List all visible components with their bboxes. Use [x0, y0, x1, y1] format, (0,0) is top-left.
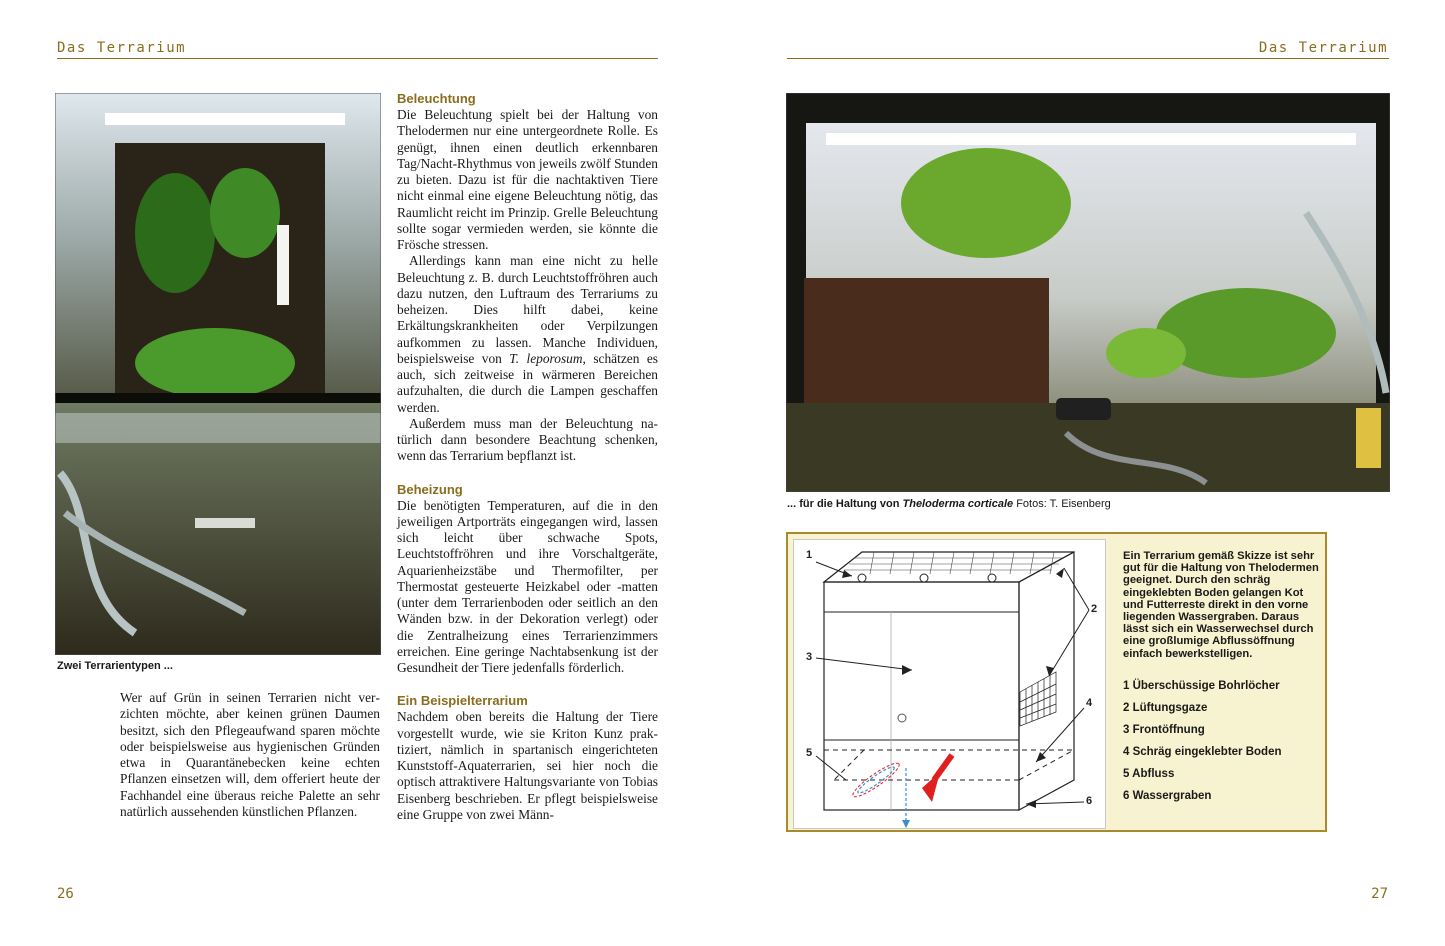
diagram-legend-list [1123, 680, 1323, 802]
right-running-title: Das Terrarium [1258, 40, 1388, 56]
right-page-number: 27 [1371, 886, 1388, 902]
callout-5: 5 [806, 747, 813, 759]
callout-3: 3 [806, 651, 813, 663]
paragraph-heating: Die benötigten Temperaturen, auf die in den jeweiligen Artporträts eingegangen wird, lassen sich leicht über schwache Spots, Leuchtstoffröhren und ihre Vorschaltgeräte, Aquarienheizstäbe und Thermofilter, per Thermostat gesteuerte Heizkabel oder -matten (unter dem Terrarienboden oder seitlich an den Wänden bzw. in der Dekoration verlegt) oder die Zentralheizung eines Terrarienzimmers erreichen. Eine geringe Nachtabsenkung ist der Gesundheit der Tiere jedenfalls förderlich. [397, 497, 658, 675]
paragraph-lighting-3: Außerdem muss man der Beleuchtung natürlich dann besondere Beachtung schenken, wenn das Terrarium bepflanzt ist. [397, 415, 658, 464]
right-terrarium-illustration [786, 93, 1390, 492]
left-running-title: Das Terrarium [57, 40, 187, 56]
paragraph-lighting-2: Allerdings kann man eine nicht zu helle Beleuchtung z. B. durch Leuchtstoffröhren auch dazu nutzen, den Luftraum des Terrariums zu beheizen. Dies hilft dabei, keine Erkältungskrankheiten oder Verpilzungen aufkommen zu lassen. Manche Individuen, beispielsweise von T. leporosum, schätzen es auch, sich zeitweise in wärmeren Bereichen aufzuhalten, die durch die Lampen geschaffen werden. [397, 253, 658, 415]
heading-heating: Beheizung [397, 481, 463, 497]
diagram-description: Ein Terrarium gemäß Skizze ist sehr gut für die Haltung von Thelodermen geeignet. Durch den schräg eingeklebten Boden gelangen Kot und Futterreste direkt in den vorne liegenden Wassergraben. Daraus lässt sich ein Wasserwechsel durch eine großlumige Abflussöffnung einfach bewerkstelligen. [1123, 550, 1319, 660]
terrarium-diagram-box [786, 532, 1327, 832]
paragraph-artificial-plants: Wer auf Grün in seinen Terrarien nicht verzichten möchte, aber keinen grünen Daumen besitzt, sich den Pflegeaufwand sparen möchte oder beispielsweise aus hygienischen Gründen etwa in Quarantänebecken keine echten Pflanzen einsetzen will, dem offeriert heute der Fachhandel eine überaus reiche Palette an sehr natürlich aussehenden künstlichen Pflanzen. [120, 690, 380, 819]
left-photo-caption: Zwei Terrarientypen ... [57, 660, 173, 672]
right-header-rule [787, 58, 1389, 59]
right-terrarium-photo [786, 93, 1390, 492]
legend-item-2: 2 Lüftungsgaze [1123, 702, 1208, 714]
callout-2: 2 [1091, 603, 1098, 615]
middle-text-column [397, 90, 658, 823]
left-page-number: 26 [57, 886, 74, 902]
left-terrarium-illustration [55, 93, 381, 655]
left-header-rule [57, 58, 658, 59]
paragraph-lighting-1: Die Beleuchtung spielt bei der Haltung von Thelodermen nur eine untergeordnete Rolle. Es genügt, ihnen einen deutlich erkennbaren Tag/Nacht-Rhythmus von jeweils zwölf Stunden zu bieten. Dazu ist für die nachtaktiven Tiere nicht einmal eine eigene Beleuchtung nötig, das Raumlicht reicht im Prinzip. Grelle Beleuchtung sollte sogar vermieden werden, sie könnte die Frösche stressen. [397, 107, 658, 252]
terrarium-sketch [794, 540, 1105, 828]
legend-item-6: 6 Wassergraben [1123, 790, 1212, 802]
legend-item-3: 3 Frontöffnung [1123, 724, 1205, 736]
callout-6: 6 [1086, 795, 1093, 807]
callout-1: 1 [806, 549, 813, 561]
species-name: T. leporosum [509, 350, 583, 366]
right-photo-caption: ... für die Haltung von Theloderma corticale Fotos: T. Eisenberg [787, 498, 1111, 510]
legend-item-1: 1 Überschüssige Bohrlöcher [1123, 680, 1280, 692]
paragraph-example: Nachdem oben bereits die Haltung der Tiere vorgestellt wurde, wie sie Kriton Kunz praktiziert, nämlich in spartanisch eingerichteten Kunststoff-Aquaterrarien, sei hier noch die optisch attraktivere Haltungsvariante von Tobias Eisenberg beschrieben. Er pflegt beispielsweise eine Gruppe von zwei Männ- [397, 709, 658, 822]
heading-lighting: Beleuchtung [397, 91, 476, 106]
legend-item-4: 4 Schräg eingeklebter Boden [1123, 746, 1282, 758]
diagram-sketch-panel [793, 539, 1106, 829]
callout-4: 4 [1086, 697, 1093, 709]
left-text-column [120, 690, 380, 820]
heading-example-terrarium: Ein Beispielterrarium [397, 693, 528, 709]
left-terrarium-photo [55, 93, 381, 655]
legend-item-5: 5 Abfluss [1123, 768, 1175, 780]
